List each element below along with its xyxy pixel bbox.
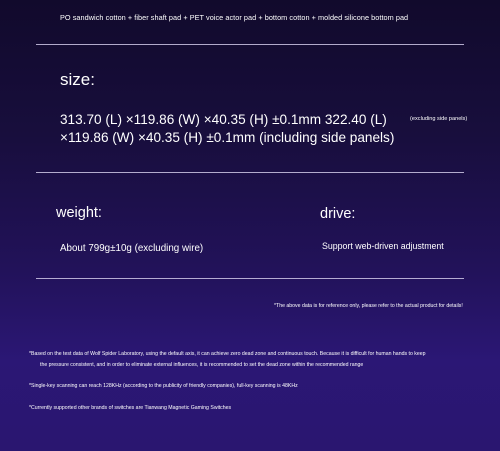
- footnote-dead-zone-line-2: the pressure consistent, and in order to eliminate external influences, it is recommended to set the dead zone within the recommended range: [40, 362, 364, 368]
- divider-middle: [36, 172, 464, 173]
- divider-bottom: [36, 278, 464, 279]
- weight-value: About 799g±10g (excluding wire): [60, 243, 204, 254]
- divider-top: [36, 44, 464, 45]
- size-note: (excluding side panels): [410, 116, 468, 122]
- size-heading: size:: [60, 70, 95, 89]
- materials-text: PO sandwich cotton + fiber shaft pad + PET voice actor pad + bottom cotton + molded silicone bottom pad: [60, 13, 409, 22]
- size-line-1: 313.70 (L) ×119.86 (W) ×40.35 (H) ±0.1mm 322.40 (L): [60, 112, 387, 127]
- drive-heading: drive:: [320, 206, 356, 222]
- weight-heading: weight:: [56, 205, 102, 221]
- footnote-dead-zone-line-1: *Based on the test data of Wolf Spider Laboratory, using the default axis, it can achieve zero dead zone and continuous touch. Because it is difficult for human hands to keep: [29, 351, 426, 357]
- footnote-dead-zone: [29, 349, 479, 371]
- drive-value: Support web-driven adjustment: [322, 241, 444, 251]
- footnote-scanning: *Single-key scanning can reach 128KHz (according to the publicity of friendly companies), full-key scanning is 48KHz: [29, 383, 298, 389]
- footnote-switches: *Currently supported other brands of switches are Tianwang Magnetic Gaming Switches: [29, 405, 232, 411]
- size-line-2: ×119.86 (W) ×40.35 (H) ±0.1mm (including side panels): [60, 130, 395, 145]
- disclaimer-text: *The above data is for reference only, please refer to the actual product for details!: [274, 303, 463, 309]
